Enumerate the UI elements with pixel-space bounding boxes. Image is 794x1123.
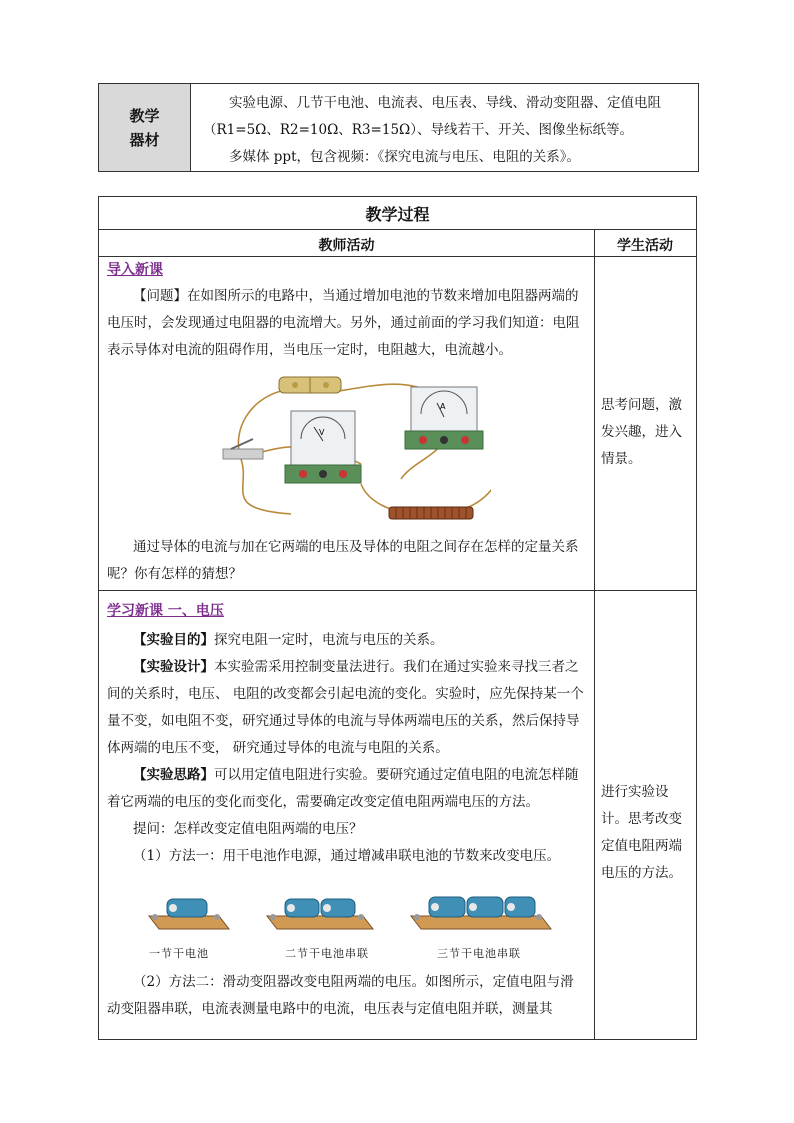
materials-label-line1: 教学 <box>129 106 160 125</box>
ammeter-label: A <box>440 402 446 411</box>
question-paragraph: 提问：怎样改变定值电阻两端的电压？ <box>133 821 363 837</box>
materials-label-line2: 器材 <box>129 130 160 149</box>
method2-paragraph: （2）方法二：滑动变阻器改变电阻两端的电压。如图所示，定值电阻与滑动变阻器串联，电流表测量电路中的电流，电压表与定值电阻并联，测量其 <box>107 974 574 1017</box>
voltmeter-label: V <box>319 428 325 437</box>
materials-line1: 实验电源、几节干电池、电流表、电压表、导线、滑动变阻器、定值电阻 <box>229 95 661 111</box>
idea-text: 可以用定值电阻进行实验。要研究通过定值电阻的电流怎样随着它两端的电压的变化而变化，需要确定改变定值电阻两端电压的方法。 <box>107 767 579 810</box>
materials-text <box>203 90 691 171</box>
design-text: 本实验需采用控制变量法进行。我们在通过实验来寻找三者之间的关系时，电压、 电阻的改变都会引起电流的变化。实验时，应先保持某一个量不变，如电阻不变，研究通过导体的电流与导体两端电压的关系，然后保持导体两端的电压不变， 研究通过导体的电流与电阻的关系。 <box>107 659 584 756</box>
section-heading-intro: 导入新课 <box>107 262 163 278</box>
idea-label: 【实验思路】 <box>133 767 214 783</box>
design-label: 【实验设计】 <box>133 659 214 675</box>
goal-text: 探究电阻一定时，电流与电压的关系。 <box>214 632 444 648</box>
goal-label: 【实验目的】 <box>133 632 214 648</box>
teacher-column-header: 教师活动 <box>318 238 375 254</box>
process-table <box>98 196 697 1040</box>
materials-line2: （R1=5Ω、R2=10Ω、R3=15Ω）、导线若干、开关、图像坐标纸等。 <box>203 122 633 138</box>
caption-two-batteries: 二节干电池串联 <box>285 947 369 960</box>
student-activity-intro: 思考问题，激发兴趣，进入情景。 <box>601 397 682 467</box>
materials-line3: 多媒体 ppt，包含视频：《探究电流与电压、电阻的关系》。 <box>229 149 580 165</box>
student-activity-new: 进行实验设计。思考改变定值电阻两端电压的方法。 <box>601 784 682 881</box>
battery-holders-figure <box>139 881 579 953</box>
process-title: 教学过程 <box>365 205 430 224</box>
student-column-header: 学生活动 <box>617 238 673 254</box>
section-heading-new: 学习新课 一、电压 <box>107 603 224 619</box>
caption-one-battery: 一节干电池 <box>149 947 209 960</box>
materials-label <box>99 84 191 171</box>
caption-three-batteries: 三节干电池串联 <box>437 947 521 960</box>
materials-table <box>98 83 699 172</box>
experiment-design-paragraph <box>107 654 587 762</box>
intro-question-paragraph: 【问题】在如图所示的电路中，当通过增加电池的节数来增加电阻器两端的电压时，会发现通过电阻器的电流增大。另外，通过前面的学习我们知道：电阻表示导体对电流的阻碍作用，当电压一定时，电阻越大，电流越小。 <box>107 288 580 358</box>
experiment-goal-paragraph <box>107 627 587 654</box>
intro-guess-paragraph: 通过导体的电流与加在它两端的电压及导体的电阻之间存在怎样的定量关系呢？你有怎样的猜想？ <box>107 539 579 582</box>
method1-paragraph: （1）方法一：用干电池作电源，通过增减串联电池的节数来改变电压。 <box>133 848 561 864</box>
experiment-idea-paragraph <box>107 762 587 816</box>
circuit-diagram <box>211 369 491 527</box>
